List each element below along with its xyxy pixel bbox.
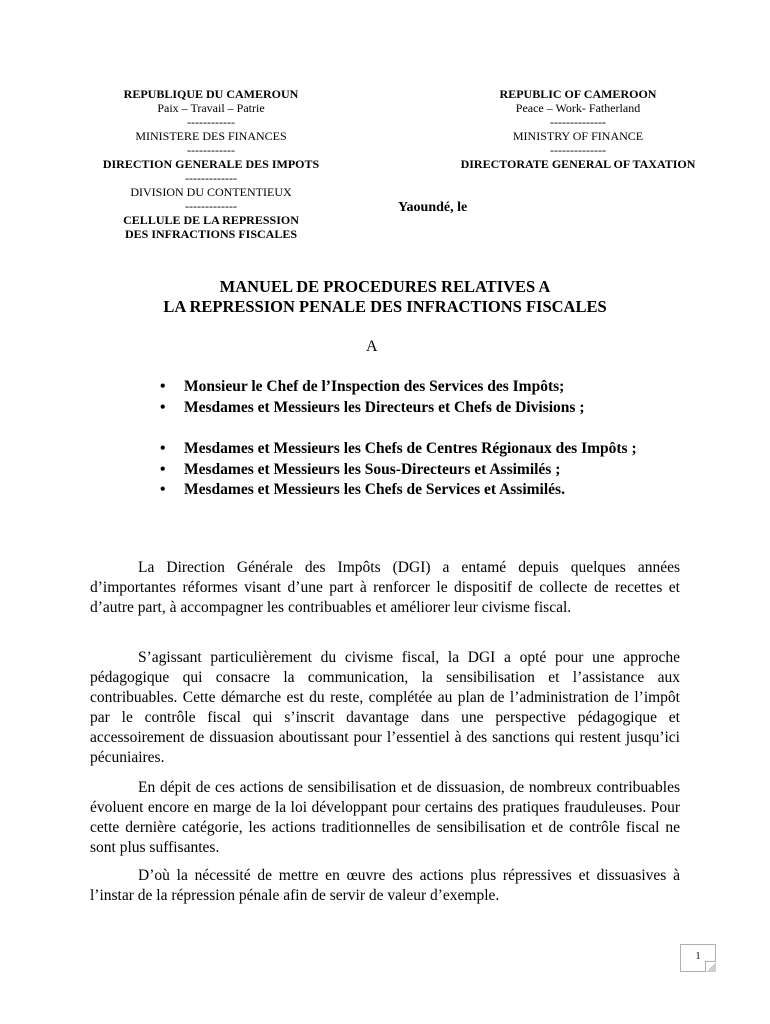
bullet-icon: • bbox=[160, 440, 166, 457]
separator: -------------- bbox=[550, 115, 606, 129]
recipient-list-1 bbox=[160, 377, 680, 418]
separator: ------------- bbox=[185, 171, 237, 185]
recipient-text: Mesdames et Messieurs les Directeurs et Chefs de Divisions ; bbox=[184, 398, 585, 416]
country-en: REPUBLIC OF CAMEROON bbox=[499, 87, 657, 101]
bullet-icon: • bbox=[160, 481, 166, 498]
list-item bbox=[160, 460, 680, 481]
bullet-icon: • bbox=[160, 460, 166, 478]
body-paragraph-1: La Direction Générale des Impôts (DGI) a entamé depuis quelques années d’importantes réformes visant d’une part à renforcer le dispositif de collecte de recettes et d’autre part, à accompagner les contribuables et améliorer leur civisme fiscal. bbox=[90, 559, 680, 616]
separator: ------------ bbox=[187, 143, 235, 157]
list-item bbox=[160, 377, 680, 398]
body-paragraph-3: En dépit de ces actions de sensibilisation et de dissuasion, de nombreux contribuables évoluent encore en marge de la loi développant pour certains des pratiques frauduleuses. Pour cette dernière catégorie, les actions traditionnelles de sensibilisation et de contrôle fiscal ne sont plus suffisantes. bbox=[90, 779, 680, 856]
cell-line-1: CELLULE DE LA REPRESSION bbox=[123, 213, 299, 227]
addressee-label: A bbox=[366, 338, 378, 355]
separator: -------------- bbox=[550, 143, 606, 157]
directorate-fr: DIRECTION GENERALE DES IMPOTS bbox=[102, 157, 320, 171]
page-number-box bbox=[680, 944, 716, 972]
page-number: 1 bbox=[695, 951, 701, 962]
recipient-text: Monsieur le Chef de l’Inspection des Services des Impôts; bbox=[184, 378, 565, 395]
motto-en: Peace – Work- Fatherland bbox=[515, 101, 641, 115]
recipient-text: Mesdames et Messieurs les Sous-Directeurs et Assimilés ; bbox=[184, 460, 561, 478]
bullet-icon: • bbox=[160, 378, 166, 395]
list-item bbox=[160, 480, 680, 501]
header-left bbox=[92, 87, 330, 241]
directorate-en: DIRECTORATE GENERAL OF TAXATION bbox=[460, 157, 696, 171]
list-item bbox=[160, 439, 680, 460]
motto-fr: Paix – Travail – Patrie bbox=[157, 101, 265, 115]
ministry-fr: MINISTERE DES FINANCES bbox=[135, 129, 287, 143]
title-line-1: MANUEL DE PROCEDURES RELATIVES A bbox=[219, 277, 551, 296]
document-title bbox=[90, 277, 680, 317]
date-line: Yaoundé, le bbox=[398, 200, 468, 215]
bullet-icon: • bbox=[160, 398, 166, 416]
separator: ------------- bbox=[185, 199, 237, 213]
body-paragraph-2: S’agissant particulièrement du civisme fiscal, la DGI a opté pour une approche pédagogique qui consacre la communication, la sensibilisation et l’assistance aux contribuables. Cette démarche est du reste, complétée au plan de l’administration de l’impôt par le contrôle fiscal qui s’inscrit davantage dans une perspective pédagogique et accessoirement de dissuasion aboutissant pour l’essentiel à des sanctions qui restent jusqu’ici pécuniaires. bbox=[90, 649, 680, 766]
header-right bbox=[440, 87, 716, 171]
recipient-text: Mesdames et Messieurs les Chefs de Centres Régionaux des Impôts ; bbox=[184, 440, 637, 457]
title-line-2: LA REPRESSION PENALE DES INFRACTIONS FISCALES bbox=[163, 297, 607, 316]
ministry-en: MINISTRY OF FINANCE bbox=[512, 129, 644, 143]
body-paragraph-4: D’où la nécessité de mettre en œuvre des actions plus répressives et dissuasives à l’instar de la répression pénale afin de servir de valeur d’exemple. bbox=[90, 867, 680, 904]
list-item bbox=[160, 398, 680, 419]
recipient-text: Mesdames et Messieurs les Chefs de Services et Assimilés. bbox=[184, 481, 565, 498]
recipient-list-2 bbox=[160, 439, 680, 501]
separator: ------------ bbox=[187, 115, 235, 129]
country-fr: REPUBLIQUE DU CAMEROUN bbox=[123, 87, 299, 101]
cell-line-2: DES INFRACTIONS FISCALES bbox=[124, 227, 298, 241]
division-fr: DIVISION DU CONTENTIEUX bbox=[130, 185, 292, 199]
